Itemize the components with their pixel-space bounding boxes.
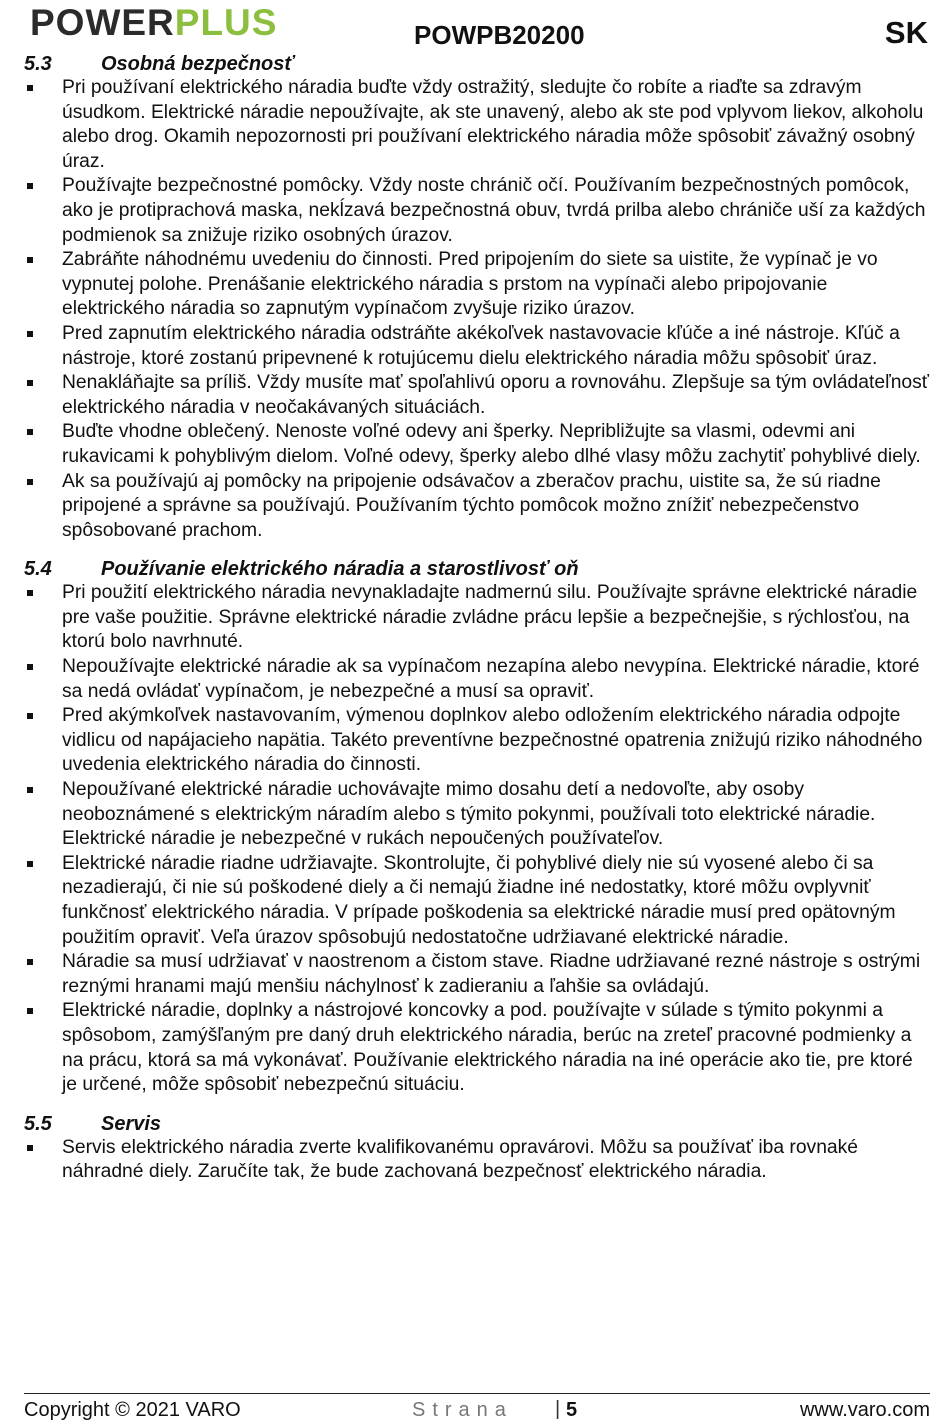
list-item [24,950,930,999]
section-title: Servis [101,1112,162,1135]
list-item-text: Zabráňte náhodnému uvedeniu do činnosti. Pred pripojením do siete sa uistite, že vypínač je vo vypnutej polohe. Prenášanie elektrického náradia s prstom na vypínači alebo pripojovanie elektrického náradia so zapnutým vypínačom zvyšuje riziko úrazov. [62,249,878,320]
list-item-text: Pred akýmkoľvek nastavovaním, výmenou doplnkov alebo odložením elektrického náradia odpojte vidlicu od napájacieho napätia. Takéto preventívne bezpečnostné opatrenia znižujú riziko náhodného uvedenia elektrického náradia do činnosti. [62,705,923,776]
section-heading [24,557,930,581]
logo-part-2: PLUS [174,2,278,43]
document-body [24,52,930,1185]
list-item [24,371,930,420]
list-item-text: Pri použití elektrického náradia nevynakladajte nadmernú silu. Používajte správne elektrické náradie pre vaše použitie. Správne elektrické náradie zvládne prácu lepšie a bezpečnejšie, s rýchlosťou, na ktorú bolo navrhnuté. [62,582,918,653]
section-heading [24,1112,930,1136]
square-bullet-icon [27,787,33,793]
section-title: Používanie elektrického náradia a starostlivosť oň [101,558,579,581]
copyright-text: Copyright © 2021 VARO [24,1399,241,1421]
square-bullet-icon [27,479,33,485]
list-item-text: Nepoužívajte elektrické náradie ak sa vypínačom nezapína alebo nevypína. Elektrické náradie, ktoré sa nedá ovládať vypínačom, je nebezpečné a musí sa opraviť. [62,656,920,702]
list-item-text: Náradie sa musí udržiavať v naostrenom a čistom stave. Riadne udržiavané rezné nástroje s ostrými reznými hranami majú menšiu náchylnosť k zadieraniu a ľahšie sa ovládajú. [62,951,921,997]
page-number: 5 [566,1399,578,1421]
website-link[interactable]: www.varo.com [799,1399,930,1421]
bullet-list [24,1136,930,1185]
list-item [24,76,930,174]
list-item [24,1136,930,1185]
list-item-text: Buďte vhodne oblečený. Nenoste voľné odevy ani šperky. Nepribližujte sa vlasmi, odevmi ani rukavicami k pohyblivým dielom. Voľné odevy, šperky alebo dlhé vlasy môžu zachytiť pohyblivé diely. [62,421,921,467]
square-bullet-icon [27,429,33,435]
square-bullet-icon [27,713,33,719]
square-bullet-icon [27,183,33,189]
square-bullet-icon [27,861,33,867]
section-title: Osobná bezpečnosť [101,53,294,75]
list-item-text: Ak sa používajú aj pomôcky na pripojenie odsávačov a zberačov prachu, uistite sa, že sú riadne pripojené a správne sa používajú. Používaním týchto pomôcok možno znížiť nebezpečenstvo spôsobované prachom. [62,470,881,541]
list-item-text: Elektrické náradie, doplnky a nástrojové koncovky a pod. používajte v súlade s týmito pokynmi a spôsobom, zamýšľaným pre daný druh elektrického náradia, berúc na zreteľ pracovné podmienky a na prácu, ktorá sa má vykonávať. Používanie elektrického náradia na iné operácie ako tie, pre ktoré je určené, môže spôsobiť nebezpečnú situáciu. [62,1000,913,1096]
list-item-text: Nenakláňajte sa príliš. Vždy musíte mať spoľahlivú oporu a rovnováhu. Zlepšuje sa tým ovládateľnosť elektrického náradia v neočakávaných situáciách. [62,372,930,418]
section-gap [24,1098,930,1112]
list-item [24,704,930,778]
section-gap [24,543,930,557]
section-number: 5.5 [24,1112,52,1135]
list-item [24,852,930,950]
list-item [24,778,930,852]
square-bullet-icon [27,664,33,670]
square-bullet-icon [27,257,33,263]
page-header [0,0,950,54]
square-bullet-icon [27,331,33,337]
list-item [24,999,930,1097]
model-number: POWPB20200 [414,20,585,50]
list-item-text: Pred zapnutím elektrického náradia odstráňte akékoľvek nastavovacie kľúče a iné nástroje. Kľúč a nástroje, ktoré zostanú pripevnené k rotujúcemu dielu elektrického náradia môžu spôsobiť úraz. [62,322,900,369]
language-code: SK [884,15,928,50]
page-footer [24,1393,930,1425]
square-bullet-icon [27,590,33,596]
square-bullet-icon [27,1008,33,1014]
list-item [24,420,930,469]
list-item-text: Elektrické náradie riadne udržiavajte. Skontrolujte, či pohyblivé diely nie sú vyosené alebo či sa nezadierajú, či nie sú poškodené diely a či nemajú žiadne iné nedostatky, ktoré môžu ovplyvniť funkčnosť elektrického náradia. V prípade poškodenia sa elektrické náradie musí pred opätovným použitím opraviť. Veľa úrazov spôsobujú nedostatočne udržiavané elektrické náradie. [62,852,896,948]
section-number: 5.4 [24,558,52,581]
section-number: 5.3 [24,53,52,75]
square-bullet-icon [27,959,33,965]
list-item [24,174,930,248]
list-item [24,655,930,704]
list-item [24,248,930,322]
list-item [24,581,930,655]
square-bullet-icon [27,1145,33,1151]
page-label: Strana [412,1399,513,1421]
square-bullet-icon [27,85,33,91]
bullet-list [24,581,930,1097]
list-item-text: Používajte bezpečnostné pomôcky. Vždy noste chránič očí. Používaním bezpečnostných pomôcok, ako je protiprachová maska, nekĺzavá bezpečnostná obuv, tvrdá prilba alebo chrániče uší za každých podmienok sa znižuje riziko osobných úrazov. [62,175,926,246]
list-item-text: Pri používaní elektrického náradia buďte vždy ostražitý, sledujte čo robíte a riaďte sa zdravým úsudkom. Elektrické náradie nepoužívajte, ak ste unavený, alebo ak ste pod vplyvom liekov, alkoholu alebo drog. Okamih nepozornosti pri používaní elektrického náradia môže spôsobiť závažný osobný úraz. [62,77,924,172]
list-item-text: Nepoužívané elektrické náradie uchovávajte mimo dosahu detí a nedovoľte, aby osoby neoboznámené s elektrickým náradím alebo s týmito pokynmi, používali toto elektrické náradie. Elektrické náradie je nebezpečné v rukách nepoučených používateľov. [62,779,876,850]
list-item [24,470,930,544]
list-item-text: Servis elektrického náradia zverte kvalifikovanému opravárovi. Môžu sa používať iba rovnaké náhradné diely. Zaručíte tak, že bude zachovaná bezpečnosť elektrického náradia. [62,1136,859,1183]
square-bullet-icon [27,380,33,386]
bullet-list [24,76,930,543]
list-item [24,322,930,371]
brand-logo [30,2,277,44]
section-heading [24,52,930,76]
logo-part-1: POWER [30,2,175,43]
page-separator: | [555,1398,561,1420]
